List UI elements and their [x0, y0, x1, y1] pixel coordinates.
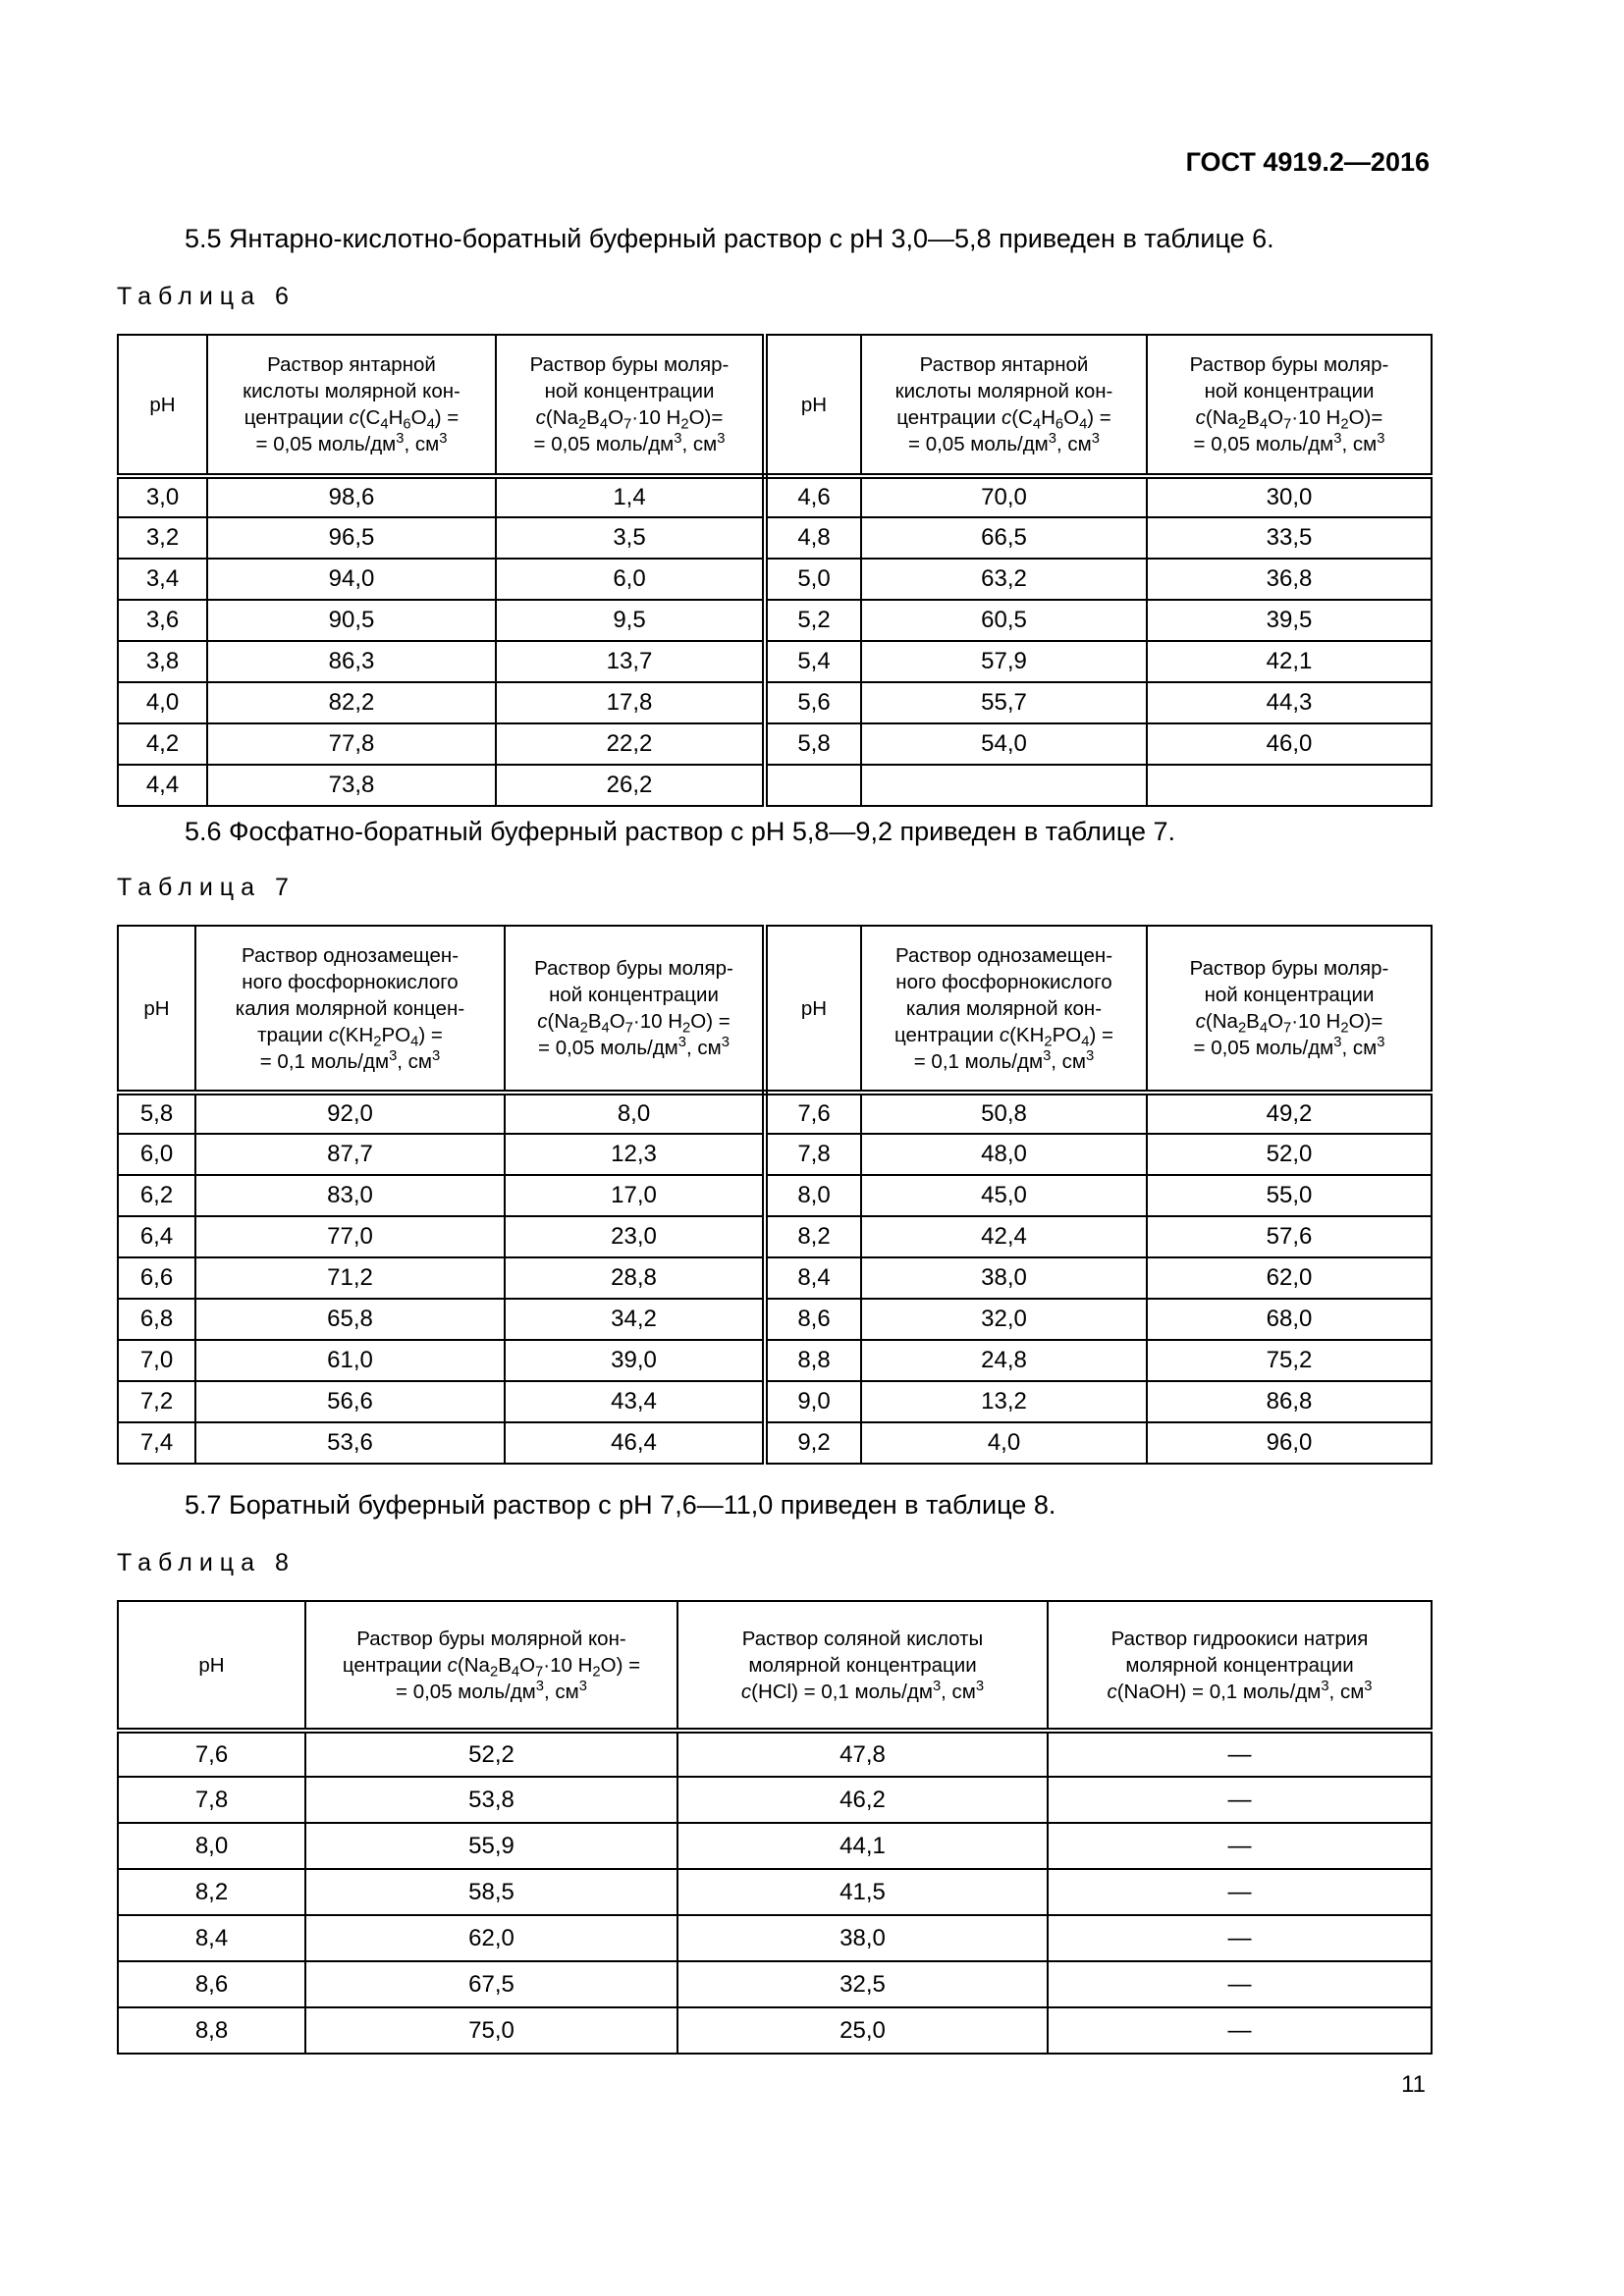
cell-ph: 7,6 — [118, 1731, 305, 1777]
cell-solution-b: 46,4 — [505, 1422, 765, 1464]
table-row — [118, 1823, 1432, 1869]
table-row — [118, 1777, 1432, 1823]
cell-solution-a: 70,0 — [861, 476, 1147, 517]
cell-ph — [765, 765, 861, 806]
cell-solution-b: 75,2 — [1147, 1340, 1432, 1381]
cell-solution-a: 86,3 — [207, 641, 496, 682]
cell-ph: 7,0 — [118, 1340, 195, 1381]
cell-solution-b: 9,5 — [496, 600, 765, 641]
cell-borax: 75,0 — [305, 2007, 677, 2054]
cell-solution-a: 42,4 — [861, 1216, 1147, 1257]
header-borax: Раствор буры моляр- ной концентрации $c(Na_2B_4O_7\cdot 10$ $H_2O$) = = 0,05 моль/$дм^3$, $см^3$ — [505, 926, 765, 1093]
table-row — [118, 765, 1432, 806]
cell-ph: 3,0 — [118, 476, 207, 517]
cell-solution-a: 90,5 — [207, 600, 496, 641]
paragraph-5-7: 5.7 Боратный буферный раствор с pH 7,6—11,0 приведен в таблице 8. — [185, 1490, 1056, 1520]
table-row — [118, 1381, 1432, 1422]
cell-solution-b: 43,4 — [505, 1381, 765, 1422]
table-6-caption: Таблица 6 — [117, 283, 296, 310]
cell-ph: 5,0 — [765, 559, 861, 600]
cell-solution-a: 92,0 — [195, 1093, 505, 1134]
cell-solution-a: 61,0 — [195, 1340, 505, 1381]
cell-solution-b: 34,2 — [505, 1299, 765, 1340]
cell-hcl: 25,0 — [677, 2007, 1048, 2054]
cell-ph: 5,8 — [118, 1093, 195, 1134]
cell-ph: 3,8 — [118, 641, 207, 682]
cell-naoh: — — [1048, 1731, 1432, 1777]
cell-ph: 6,0 — [118, 1134, 195, 1175]
cell-ph: 4,2 — [118, 723, 207, 765]
table-8 — [117, 1600, 1433, 2055]
cell-solution-b: 39,5 — [1147, 600, 1432, 641]
header-borax: Раствор буры молярной кон- центрации $c(Na_2B_4O_7\cdot 10$ $H_2O$) = = 0,05 моль/$дм^3$, $см^3$ — [305, 1601, 677, 1731]
header-potassium-phosphate: Раствор однозамещен- ного фосфорнокислого калия молярной кон- центрации $c(KH_2PO_4)$ = = 0,1 моль/$дм^3$, $см^3$ — [861, 926, 1147, 1093]
table-row — [118, 1216, 1432, 1257]
cell-solution-a: 73,8 — [207, 765, 496, 806]
table-row — [118, 1134, 1432, 1175]
cell-solution-a: 98,6 — [207, 476, 496, 517]
cell-solution-a: 24,8 — [861, 1340, 1147, 1381]
cell-solution-a: 60,5 — [861, 600, 1147, 641]
cell-ph: 8,0 — [118, 1823, 305, 1869]
cell-ph: 7,2 — [118, 1381, 195, 1422]
cell-ph: 6,2 — [118, 1175, 195, 1216]
cell-naoh: — — [1048, 1961, 1432, 2007]
cell-ph: 5,2 — [765, 600, 861, 641]
cell-naoh: — — [1048, 1869, 1432, 1915]
cell-borax: 58,5 — [305, 1869, 677, 1915]
table-row — [118, 517, 1432, 559]
cell-solution-b: 46,0 — [1147, 723, 1432, 765]
cell-ph: 8,4 — [118, 1915, 305, 1961]
header-ph: pH — [765, 926, 861, 1093]
header-sodium-hydroxide: Раствор гидроокиси натрия молярной концентрации c(NaOH) = 0,1 моль/$дм^3$, $см^3$ — [1048, 1601, 1432, 1731]
cell-hcl: 38,0 — [677, 1915, 1048, 1961]
header-borax: Раствор буры моляр- ной концентрации $c(Na_2B_4O_7\cdot 10$ $H_2O)=$ = 0,05 моль/$дм^3$, $см^3$ — [1147, 335, 1432, 476]
cell-solution-b: 55,0 — [1147, 1175, 1432, 1216]
cell-solution-b: 12,3 — [505, 1134, 765, 1175]
cell-ph: 7,8 — [765, 1134, 861, 1175]
cell-hcl: 41,5 — [677, 1869, 1048, 1915]
table-row — [118, 1915, 1432, 1961]
header-ph: pH — [765, 335, 861, 476]
cell-solution-a: 45,0 — [861, 1175, 1147, 1216]
cell-borax: 62,0 — [305, 1915, 677, 1961]
cell-hcl: 46,2 — [677, 1777, 1048, 1823]
table-row — [118, 1175, 1432, 1216]
cell-ph: 4,6 — [765, 476, 861, 517]
cell-solution-a: 38,0 — [861, 1257, 1147, 1299]
table-row — [118, 1257, 1432, 1299]
table-header-row — [118, 926, 1432, 1093]
cell-solution-a: 96,5 — [207, 517, 496, 559]
cell-solution-a: 57,9 — [861, 641, 1147, 682]
cell-solution-b: 33,5 — [1147, 517, 1432, 559]
cell-solution-b: 1,4 — [496, 476, 765, 517]
cell-naoh: — — [1048, 2007, 1432, 2054]
table-row — [118, 2007, 1432, 2054]
cell-solution-b: 30,0 — [1147, 476, 1432, 517]
header-ph: pH — [118, 926, 195, 1093]
cell-solution-a: 32,0 — [861, 1299, 1147, 1340]
cell-ph: 5,4 — [765, 641, 861, 682]
cell-solution-a: 77,0 — [195, 1216, 505, 1257]
cell-naoh: — — [1048, 1915, 1432, 1961]
cell-ph: 6,8 — [118, 1299, 195, 1340]
cell-solution-b: 17,8 — [496, 682, 765, 723]
table-row — [118, 1093, 1432, 1134]
cell-ph: 6,4 — [118, 1216, 195, 1257]
cell-ph: 4,8 — [765, 517, 861, 559]
cell-naoh: — — [1048, 1777, 1432, 1823]
cell-solution-b: 86,8 — [1147, 1381, 1432, 1422]
cell-ph: 8,8 — [765, 1340, 861, 1381]
header-borax: Раствор буры моляр- ной концентрации $c(Na_2B_4O_7\cdot 10$ $H_2O)=$ = 0,05 моль/$дм^3$, $см^3$ — [496, 335, 765, 476]
cell-solution-a: 71,2 — [195, 1257, 505, 1299]
table-7-caption: Таблица 7 — [117, 874, 296, 901]
cell-naoh: — — [1048, 1823, 1432, 1869]
cell-solution-a: 53,6 — [195, 1422, 505, 1464]
cell-ph: 7,4 — [118, 1422, 195, 1464]
cell-hcl: 44,1 — [677, 1823, 1048, 1869]
cell-solution-a: 66,5 — [861, 517, 1147, 559]
cell-solution-b: 57,6 — [1147, 1216, 1432, 1257]
cell-ph: 3,6 — [118, 600, 207, 641]
table-row — [118, 1961, 1432, 2007]
table-row — [118, 723, 1432, 765]
table-header-row — [118, 335, 1432, 476]
cell-solution-b: 49,2 — [1147, 1093, 1432, 1134]
cell-borax: 67,5 — [305, 1961, 677, 2007]
cell-solution-a: 4,0 — [861, 1422, 1147, 1464]
cell-ph: 8,0 — [765, 1175, 861, 1216]
cell-solution-a: 87,7 — [195, 1134, 505, 1175]
table-row — [118, 641, 1432, 682]
cell-ph: 3,2 — [118, 517, 207, 559]
cell-solution-b — [1147, 765, 1432, 806]
table-row — [118, 1869, 1432, 1915]
cell-solution-b: 13,7 — [496, 641, 765, 682]
cell-solution-a: 13,2 — [861, 1381, 1147, 1422]
table-row — [118, 1731, 1432, 1777]
cell-ph: 9,0 — [765, 1381, 861, 1422]
cell-solution-a: 55,7 — [861, 682, 1147, 723]
header-ph: pH — [118, 335, 207, 476]
cell-ph: 8,6 — [118, 1961, 305, 2007]
header-succinic-acid: Раствор янтарной кислоты молярной кон- центрации $c(C_4H_6O_4)$ = = 0,05 моль/$дм^3$, $см^3$ — [207, 335, 496, 476]
cell-hcl: 47,8 — [677, 1731, 1048, 1777]
cell-ph: 5,6 — [765, 682, 861, 723]
table-header-row — [118, 1601, 1432, 1731]
header-borax: Раствор буры моляр- ной концентрации $c(Na_2B_4O_7\cdot 10$ $H_2O)=$ = 0,05 моль/$дм^3$, $см^3$ — [1147, 926, 1432, 1093]
cell-solution-a: 65,8 — [195, 1299, 505, 1340]
table-row — [118, 1299, 1432, 1340]
cell-borax: 55,9 — [305, 1823, 677, 1869]
cell-solution-a: 56,6 — [195, 1381, 505, 1422]
cell-solution-b: 42,1 — [1147, 641, 1432, 682]
cell-solution-b: 44,3 — [1147, 682, 1432, 723]
cell-ph: 6,6 — [118, 1257, 195, 1299]
cell-solution-a: 94,0 — [207, 559, 496, 600]
paragraph-5-6: 5.6 Фосфатно-боратный буферный раствор с pH 5,8—9,2 приведен в таблице 7. — [185, 817, 1176, 846]
cell-ph: 4,4 — [118, 765, 207, 806]
table-8-caption: Таблица 8 — [117, 1549, 296, 1576]
cell-ph: 8,2 — [118, 1869, 305, 1915]
table-row — [118, 559, 1432, 600]
cell-ph: 8,8 — [118, 2007, 305, 2054]
cell-solution-a: 54,0 — [861, 723, 1147, 765]
cell-solution-b: 3,5 — [496, 517, 765, 559]
cell-solution-a: 77,8 — [207, 723, 496, 765]
cell-solution-a: 50,8 — [861, 1093, 1147, 1134]
table-row — [118, 476, 1432, 517]
cell-solution-b: 28,8 — [505, 1257, 765, 1299]
cell-solution-a: 83,0 — [195, 1175, 505, 1216]
table-row — [118, 682, 1432, 723]
table-row — [118, 1340, 1432, 1381]
cell-ph: 8,2 — [765, 1216, 861, 1257]
cell-ph: 4,0 — [118, 682, 207, 723]
table-row — [118, 600, 1432, 641]
cell-solution-b: 22,2 — [496, 723, 765, 765]
cell-ph: 3,4 — [118, 559, 207, 600]
cell-solution-a: 48,0 — [861, 1134, 1147, 1175]
table-7 — [117, 925, 1433, 1465]
cell-solution-b: 26,2 — [496, 765, 765, 806]
cell-solution-a: 82,2 — [207, 682, 496, 723]
header-ph: pH — [118, 1601, 305, 1731]
cell-ph: 5,8 — [765, 723, 861, 765]
cell-solution-b: 96,0 — [1147, 1422, 1432, 1464]
page-number: 11 — [1401, 2071, 1426, 2098]
cell-borax: 53,8 — [305, 1777, 677, 1823]
cell-solution-b: 39,0 — [505, 1340, 765, 1381]
cell-solution-b: 17,0 — [505, 1175, 765, 1216]
table-row — [118, 1422, 1432, 1464]
cell-solution-a: 63,2 — [861, 559, 1147, 600]
table-6 — [117, 334, 1433, 807]
cell-hcl: 32,5 — [677, 1961, 1048, 2007]
cell-solution-b: 52,0 — [1147, 1134, 1432, 1175]
cell-solution-b: 8,0 — [505, 1093, 765, 1134]
standard-code: ГОСТ 4919.2—2016 — [1185, 147, 1430, 177]
cell-ph: 7,6 — [765, 1093, 861, 1134]
cell-solution-b: 23,0 — [505, 1216, 765, 1257]
cell-ph: 9,2 — [765, 1422, 861, 1464]
header-succinic-acid: Раствор янтарной кислоты молярной кон- центрации $c(C_4H_6O_4)$ = = 0,05 моль/$дм^3$, $см^3$ — [861, 335, 1147, 476]
cell-solution-b: 6,0 — [496, 559, 765, 600]
cell-ph: 8,4 — [765, 1257, 861, 1299]
paragraph-5-5: 5.5 Янтарно-кислотно-боратный буферный раствор с pH 3,0—5,8 приведен в таблице 6. — [185, 224, 1274, 253]
cell-ph: 7,8 — [118, 1777, 305, 1823]
cell-solution-b: 68,0 — [1147, 1299, 1432, 1340]
cell-solution-b: 62,0 — [1147, 1257, 1432, 1299]
header-potassium-phosphate: Раствор однозамещен- ного фосфорнокислого калия молярной концен- трации $c(KH_2PO_4)$ = = 0,1 моль/$дм^3$, $см^3$ — [195, 926, 505, 1093]
cell-borax: 52,2 — [305, 1731, 677, 1777]
cell-solution-b: 36,8 — [1147, 559, 1432, 600]
cell-ph: 8,6 — [765, 1299, 861, 1340]
cell-solution-a — [861, 765, 1147, 806]
header-hydrochloric-acid: Раствор соляной кислоты молярной концентрации c(HCl) = 0,1 моль/$дм^3$, $см^3$ — [677, 1601, 1048, 1731]
